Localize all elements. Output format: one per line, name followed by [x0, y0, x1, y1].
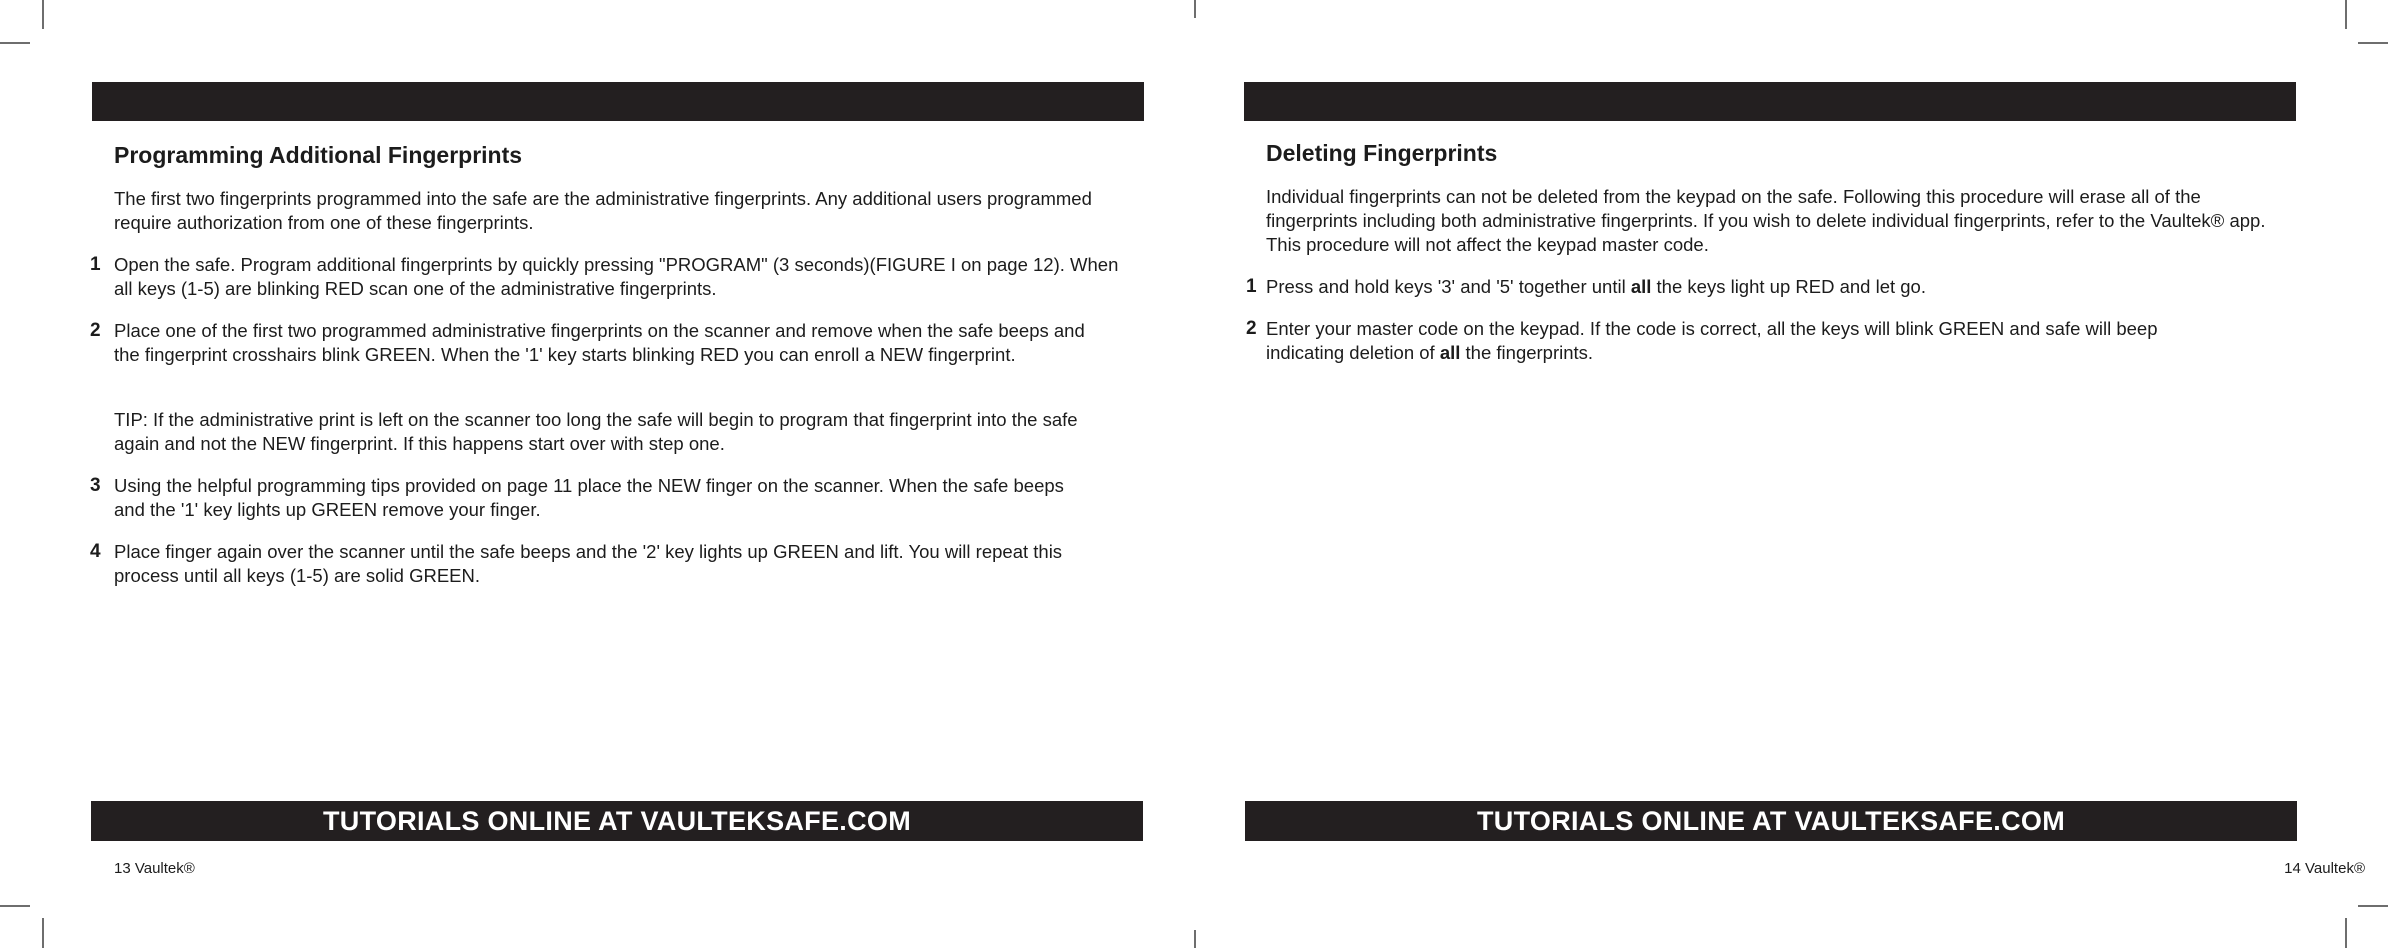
intro-paragraph: Individual fingerprints can not be deleted from the keypad on the safe. Following this procedure will erase all of the fingerprints including both administrative fingerprints. If you wish to delete individual fingerprints, refer to the Vaultek® app. This procedure will not affect the keypad master code.	[1266, 186, 2266, 255]
step-number: 2	[90, 320, 101, 341]
tip-paragraph: TIP: If the administrative print is left on the scanner too long the safe will begin to program that fingerprint into the safe again and not the NEW fingerprint. If this happens start over with step one.	[114, 409, 1078, 454]
page-number: 13 Vaultek®	[114, 860, 195, 877]
step-text: Place one of the first two programmed administrative fingerprints on the scanner and remove when the safe beeps and the fingerprint crosshairs blink GREEN. When the '1' key starts blinking RED you can enroll a NEW fingerprint.	[114, 320, 1085, 365]
step-text: Using the helpful programming tips provided on page 11 place the NEW finger on the scanner. When the safe beeps and the '1' key lights up GREEN remove your finger.	[114, 475, 1064, 520]
footer-banner: TUTORIALS ONLINE AT VAULTEKSAFE.COM	[91, 801, 1143, 841]
right-page	[1194, 0, 2388, 948]
step-number: 4	[90, 541, 101, 562]
step-text: Open the safe. Program additional fingerprints by quickly pressing "PROGRAM" (3 seconds)(FIGURE I on page 12). When all keys (1-5) are blinking RED scan one of the administrative fingerprints.	[114, 254, 1119, 299]
footer-banner: TUTORIALS ONLINE AT VAULTEKSAFE.COM	[1245, 801, 2297, 841]
page-number: 14 Vaultek®	[2284, 860, 2365, 877]
section-title: Programming Additional Fingerprints	[114, 142, 523, 168]
step-number: 1	[90, 254, 101, 275]
step-text-part: Enter your master code on the keypad. If the code is correct, all the keys will blink GREEN and safe will beep indicating deletion of	[1266, 318, 2158, 363]
step-number: 1	[1246, 276, 1257, 297]
step-text	[1266, 275, 2276, 299]
step-text-part: Press and hold keys '3' and '5' together until	[1266, 276, 1631, 297]
step-number: 3	[90, 475, 101, 496]
step-number: 2	[1246, 318, 1257, 339]
emphasis: all	[1439, 342, 1461, 363]
section-title: Deleting Fingerprints	[1266, 140, 1498, 166]
step-text-part: the keys light up RED and let go.	[1651, 276, 1926, 297]
step-text-part: the fingerprints.	[1460, 342, 1594, 363]
header-bar	[1244, 82, 2296, 121]
header-bar	[92, 82, 1144, 121]
step-text: Place finger again over the scanner until the safe beeps and the '2' key lights up GREEN and lift. You will repeat this process until all keys (1-5) are solid GREEN.	[114, 541, 1063, 586]
step-text	[1266, 317, 2236, 365]
intro-paragraph: The first two fingerprints programmed into the safe are the administrative fingerprints. Any additional users programmed require authorization from one of these fingerprints.	[114, 188, 1092, 233]
emphasis: all	[1630, 276, 1652, 297]
